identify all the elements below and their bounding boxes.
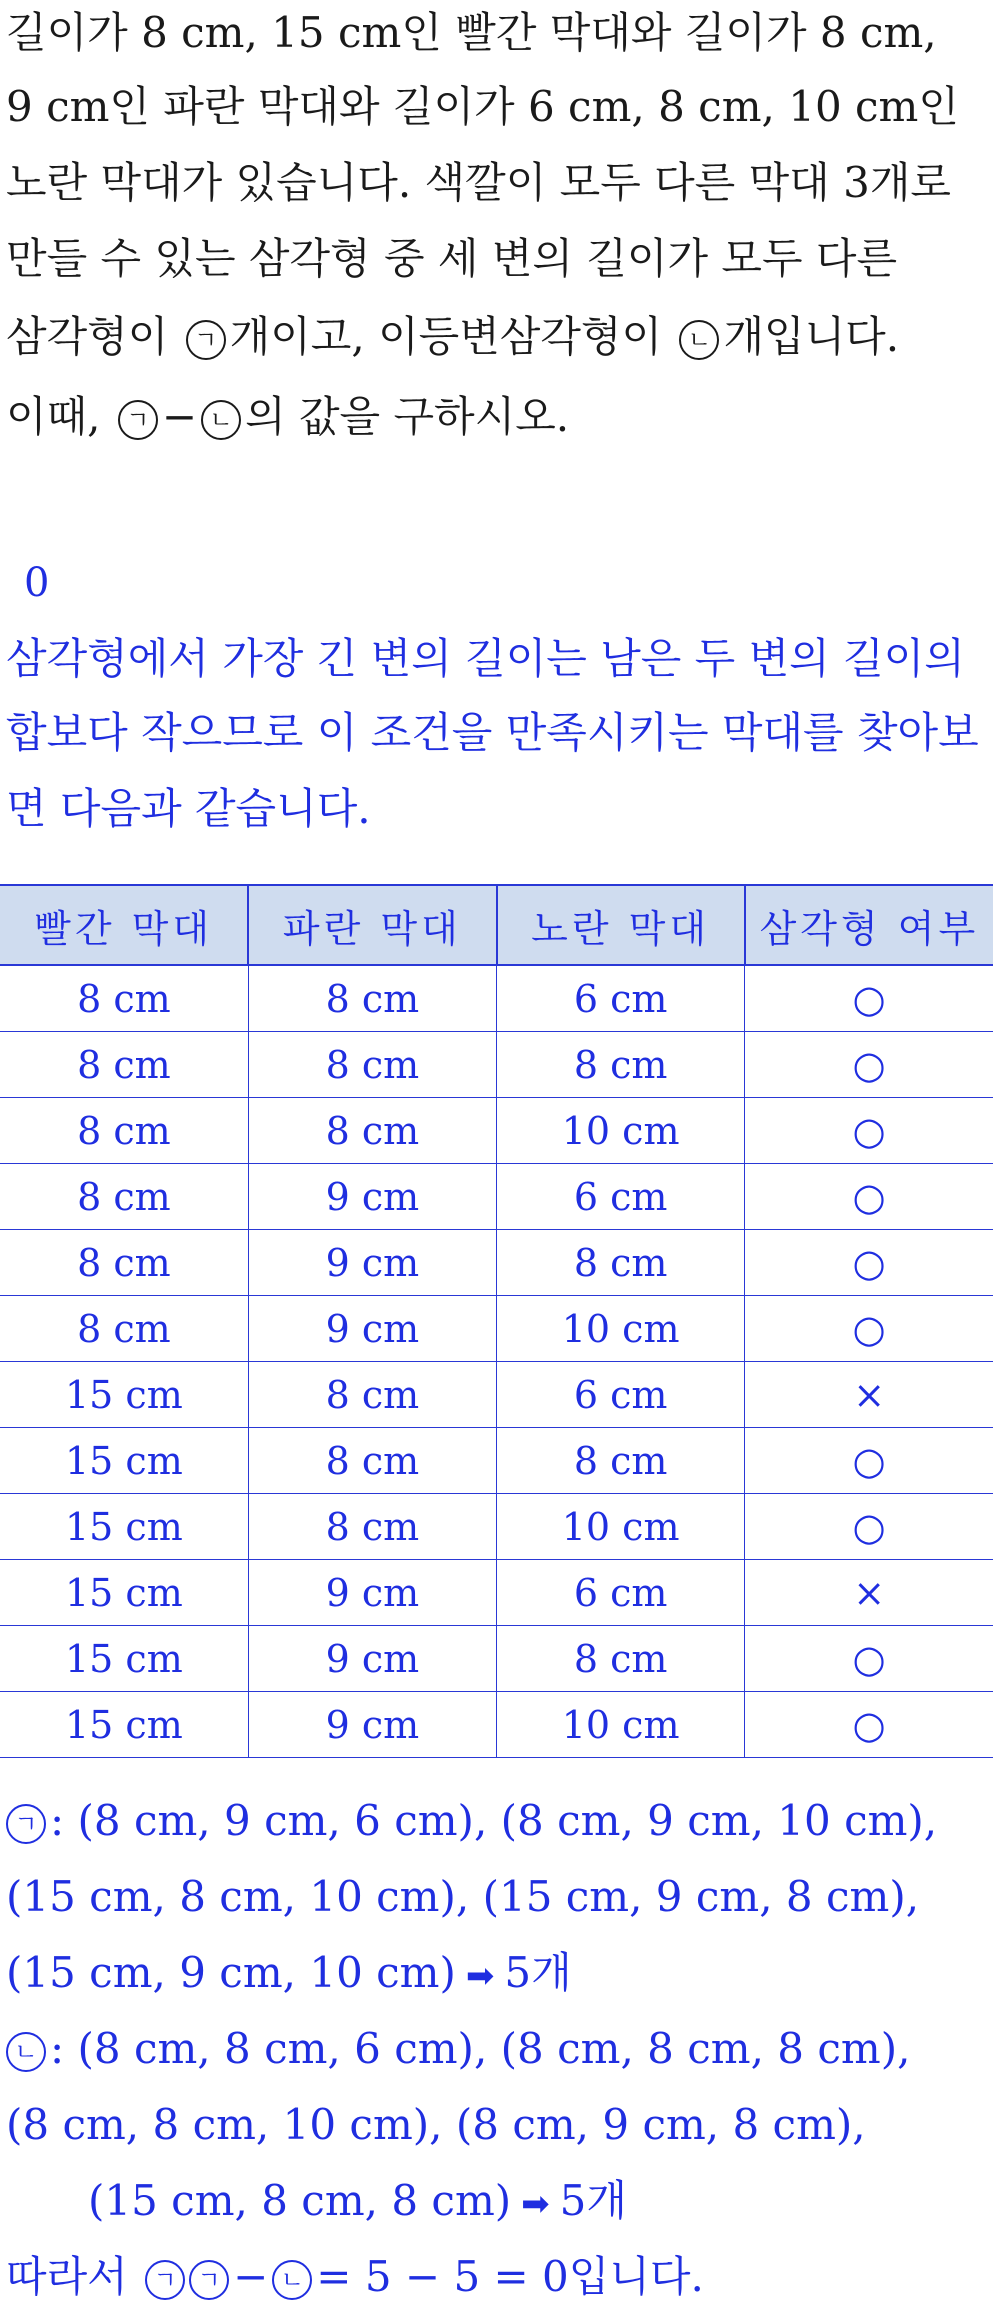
cell-blue: 9 cm (248, 1296, 496, 1362)
table-row (0, 1626, 993, 1692)
arrow-right-icon: ➡ (465, 1956, 495, 1996)
solution-count: 5개 (559, 2176, 627, 2225)
cell-red: 8 cm (0, 1296, 248, 1362)
symbol-a: ㄱ (186, 320, 226, 360)
cell-result: ○ (745, 1098, 993, 1164)
cell-result: ○ (745, 965, 993, 1032)
table-row (0, 1032, 993, 1098)
explanation-line-2: 합보다 작으므로 이 조건을 만족시키는 막대를 찾아보 (6, 708, 979, 757)
arrow-right-icon: ➡ (521, 2184, 550, 2224)
rod-table (0, 884, 993, 1758)
symbol-a: ㄱ (6, 1804, 46, 1844)
header-red-rod: 빨간 막대 (0, 885, 248, 965)
solution-b-line-1 (6, 2024, 911, 2073)
cell-red: 15 cm (0, 1428, 248, 1494)
cell-yellow: 6 cm (497, 1362, 745, 1428)
cell-blue: 9 cm (248, 1230, 496, 1296)
symbol-a: ㄱ (145, 2260, 185, 2300)
question-text: 개입니다. (723, 312, 900, 361)
cell-red: 15 cm (0, 1494, 248, 1560)
cell-yellow: 10 cm (497, 1692, 745, 1758)
cell-yellow: 6 cm (497, 965, 745, 1032)
solution-b-line-3 (88, 2176, 627, 2225)
symbol-a: ㄱ (189, 2260, 229, 2300)
solution-a-line-1 (6, 1796, 938, 1845)
question-line-5 (6, 312, 900, 361)
cell-result: ○ (745, 1692, 993, 1758)
cell-blue: 9 cm (248, 1626, 496, 1692)
solution-count: 5개 (504, 1948, 572, 1997)
question-line-1: 길이가 8 cm, 15 cm인 빨간 막대와 길이가 8 cm, (6, 8, 937, 57)
cell-result: ○ (745, 1296, 993, 1362)
cell-blue: 9 cm (248, 1164, 496, 1230)
cell-blue: 9 cm (248, 1560, 496, 1626)
explanation-line-3: 면 다음과 같습니다. (6, 784, 371, 833)
symbol-b: ㄴ (679, 320, 719, 360)
cell-red: 15 cm (0, 1362, 248, 1428)
cell-result: × (745, 1362, 993, 1428)
question-line-2: 9 cm인 파란 막대와 길이가 6 cm, 8 cm, 10 cm인 (6, 82, 959, 131)
cell-result: ○ (745, 1626, 993, 1692)
cell-blue: 8 cm (248, 1032, 496, 1098)
solution-equation: = 5 − 5 = 0입니다. (316, 2252, 704, 2301)
cell-yellow: 8 cm (497, 1428, 745, 1494)
cell-blue: 9 cm (248, 1692, 496, 1758)
question-line-3: 노란 막대가 있습니다. 색깔이 모두 다른 막대 3개로 (6, 158, 951, 207)
table-row (0, 1494, 993, 1560)
cell-red: 15 cm (0, 1692, 248, 1758)
solution-text: : (8 cm, 8 cm, 6 cm), (8 cm, 8 cm, 8 cm), (50, 2024, 911, 2073)
solution-a-line-2: (15 cm, 8 cm, 10 cm), (15 cm, 9 cm, 8 cm), (6, 1872, 920, 1921)
question-line-4: 만들 수 있는 삼각형 중 세 변의 길이가 모두 다른 (6, 234, 898, 283)
cell-result: ○ (745, 1428, 993, 1494)
cell-yellow: 10 cm (497, 1098, 745, 1164)
table-header-row (0, 885, 993, 965)
cell-red: 15 cm (0, 1626, 248, 1692)
header-triangle-possible: 삼각형 여부 (745, 885, 993, 965)
table-row (0, 1362, 993, 1428)
cell-result: ○ (745, 1494, 993, 1560)
solution-a-line-3 (6, 1948, 572, 1997)
symbol-a: ㄱ (118, 400, 158, 440)
cell-yellow: 10 cm (497, 1494, 745, 1560)
cell-blue: 8 cm (248, 1362, 496, 1428)
symbol-b: ㄴ (6, 2032, 46, 2072)
header-yellow-rod: 노란 막대 (497, 885, 745, 965)
cell-blue: 8 cm (248, 1428, 496, 1494)
header-blue-rod: 파란 막대 (248, 885, 496, 965)
cell-red: 8 cm (0, 1032, 248, 1098)
question-text: 개이고, 이등변삼각형이 (229, 312, 663, 361)
question-text: 의 값을 구하시오. (245, 392, 570, 441)
cell-blue: 8 cm (248, 965, 496, 1032)
cell-yellow: 6 cm (497, 1560, 745, 1626)
minus-sign: − (161, 392, 198, 441)
cell-result: ○ (745, 1164, 993, 1230)
symbol-b: ㄴ (201, 400, 241, 440)
cell-red: 8 cm (0, 1164, 248, 1230)
solution-text: (15 cm, 8 cm, 8 cm) (88, 2176, 512, 2225)
table-row (0, 1692, 993, 1758)
table-row (0, 1098, 993, 1164)
cell-red: 15 cm (0, 1560, 248, 1626)
table-row (0, 965, 993, 1032)
table-row (0, 1230, 993, 1296)
cell-red: 8 cm (0, 965, 248, 1032)
table-row (0, 1164, 993, 1230)
answer-value: 0 (24, 560, 50, 606)
cell-red: 8 cm (0, 1098, 248, 1164)
cell-yellow: 10 cm (497, 1296, 745, 1362)
table-row (0, 1560, 993, 1626)
question-line-6 (6, 392, 570, 441)
cell-result: ○ (745, 1230, 993, 1296)
question-text: 삼각형이 (6, 312, 169, 361)
cell-yellow: 6 cm (497, 1164, 745, 1230)
cell-blue: 8 cm (248, 1098, 496, 1164)
cell-yellow: 8 cm (497, 1032, 745, 1098)
cell-blue: 8 cm (248, 1494, 496, 1560)
solution-text: (15 cm, 9 cm, 10 cm) (6, 1948, 456, 1997)
solution-text: : (8 cm, 9 cm, 6 cm), (8 cm, 9 cm, 10 cm), (50, 1796, 938, 1845)
table-row (0, 1296, 993, 1362)
solution-final-line (6, 2252, 704, 2301)
table-row (0, 1428, 993, 1494)
question-text: 이때, (6, 392, 101, 441)
cell-red: 8 cm (0, 1230, 248, 1296)
cell-yellow: 8 cm (497, 1230, 745, 1296)
explanation-line-1: 삼각형에서 가장 긴 변의 길이는 남은 두 변의 길이의 (6, 634, 965, 683)
minus-sign: − (233, 2252, 269, 2301)
symbol-b: ㄴ (272, 2260, 312, 2300)
cell-result: × (745, 1560, 993, 1626)
cell-result: ○ (745, 1032, 993, 1098)
cell-yellow: 8 cm (497, 1626, 745, 1692)
solution-b-line-2: (8 cm, 8 cm, 10 cm), (8 cm, 9 cm, 8 cm), (6, 2100, 866, 2149)
solution-text: 따라서 (6, 2252, 128, 2301)
